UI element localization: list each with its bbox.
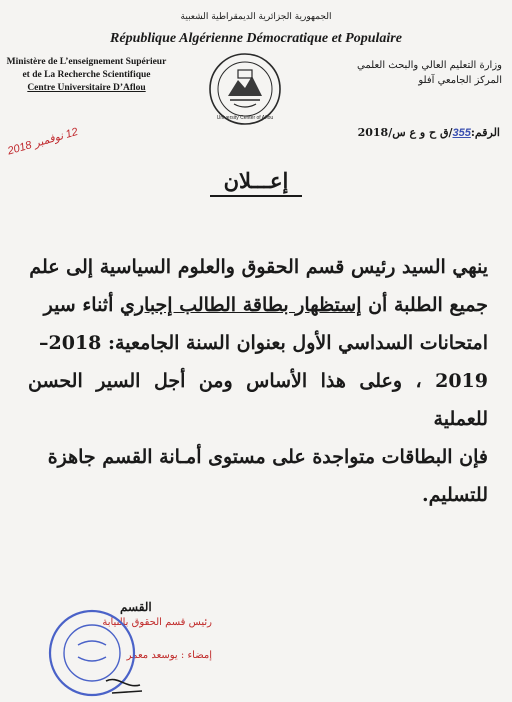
reference-number	[358, 126, 500, 139]
handwritten-date: 12 نوفمبر 2018	[6, 125, 80, 158]
centre-arabic-line: المركز الجامعي آفلو	[418, 75, 502, 86]
body-line-2-start: جميع الطلبة أن	[361, 294, 488, 316]
announcement-title-text: إعـــلان	[210, 168, 303, 197]
announcement-body	[28, 248, 488, 514]
body-line-5: فإن البطاقات متواجدة على مستوى أمـانة القسم جاهزة	[47, 446, 488, 468]
body-line-3: امتحانات السداسي الأول بعنوان السنة الجامعية: 2018–	[39, 332, 488, 354]
body-line-6: للتسليم.	[421, 484, 488, 506]
ministry-arabic	[312, 58, 502, 88]
body-line-2	[28, 286, 488, 324]
ministry-arabic-line: وزارة التعليم العالي والبحث العلمي	[357, 60, 502, 71]
signature-name: إمضاء : يوسعد معمر	[126, 650, 212, 661]
logo-caption: University Center of Aflou	[216, 115, 274, 121]
body-line-4: 2019 ، وعلى هذا الأساس ومن أجل السير الحسن للعملية	[28, 370, 488, 430]
stamp-word: القسم	[120, 600, 152, 614]
centre-french-text: Centre Universitaire D’Aflou	[27, 83, 146, 93]
republic-french: République Algérienne Démocratique et Populaire	[110, 31, 402, 46]
centre-french	[4, 82, 169, 95]
announcement-title	[0, 168, 512, 193]
university-logo-icon	[208, 52, 282, 126]
signature-title: رئيس قسم الحقوق بالنيابة	[102, 617, 212, 628]
reference-label: الرقم:	[470, 126, 500, 139]
body-line-1: ينهي السيد رئيس قسم الحقوق والعلوم السياسية إلى علم	[29, 256, 488, 278]
department-stamp-icon	[42, 597, 154, 701]
reference-suffix: /ق ح و ع س/2018	[357, 126, 453, 139]
body-line-2-end: أثناء سير	[43, 294, 120, 316]
ministry-line-1: Ministère de L’enseignement Supérieur	[6, 57, 167, 67]
ministry-line-2: et de La Recherche Scientifique	[22, 70, 151, 80]
ministry-french	[4, 56, 169, 95]
body-line-2-underlined: إستظهار بطاقة الطالب إجباري	[119, 294, 362, 316]
republic-arabic: الجمهورية الجزائرية الديمقراطية الشعبية	[180, 12, 332, 22]
reference-handwritten-number: 355	[452, 127, 471, 139]
